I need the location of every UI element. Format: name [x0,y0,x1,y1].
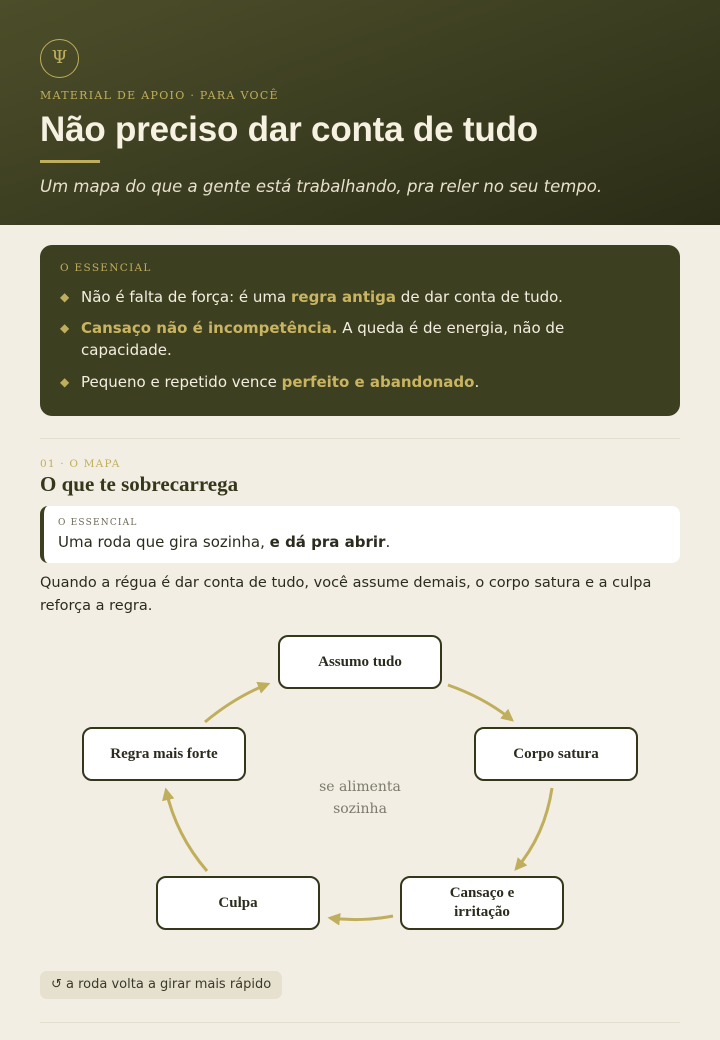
callout-text: Uma roda que gira sozinha, e dá pra abrir. [58,533,391,551]
callout-label: O ESSENCIAL [58,518,138,528]
essential-item: ◆ Pequeno e repetido vence perfeito e abandonado. [60,373,480,391]
page-title: Não preciso dar conta de tudo [40,110,538,149]
essential-item: ◆ Não é falta de força: é uma regra antiga de dar conta de tudo. [60,288,563,306]
diamond-bullet-icon: ◆ [60,290,70,304]
page-subtitle: Um mapa do que a gente está trabalhando, pra reler no seu tempo. [40,177,603,196]
arrow-cansaco-to-culpa [330,916,393,920]
node-corpo-satura: Corpo satura [474,727,638,781]
diamond-bullet-icon: ◆ [60,375,70,389]
cycle-diagram [0,620,720,960]
highlight-text: regra antiga [291,288,397,306]
cycle-center-label: se alimenta sozinha [319,779,401,817]
section-number: 01 · O MAPA [40,458,121,470]
node-cansaco-irritacao: Cansaço e irritação [400,876,564,930]
hero-header [0,0,720,225]
section-body-text: Quando a régua é dar conta de tudo, você assume demais, o corpo satura e a culpa reforça a regra. [40,575,652,614]
arrow-corpo-to-cansaco [516,788,552,869]
arrow-regra-to-assumo [205,684,268,722]
cycle-note-pill: ↺ a roda volta a girar mais rápido [40,971,282,999]
diamond-bullet-icon: ◆ [60,321,70,335]
title-underline [40,160,100,163]
essential-label: O ESSENCIAL [60,262,152,274]
arrow-culpa-to-regra [166,790,207,871]
highlight-text: perfeito e abandonado [281,373,475,391]
essential-summary-card [40,245,680,416]
eyebrow-label: MATERIAL DE APOIO · PARA VOCÊ [40,89,279,102]
section-divider [40,1022,680,1023]
section-divider [40,438,680,439]
psi-logo-icon: Ψ [40,39,79,78]
section-title: O que te sobrecarrega [40,472,239,496]
arrow-assumo-to-corpo [448,685,512,720]
node-assumo-tudo: Assumo tudo [278,635,442,689]
essential-callout [40,506,680,563]
highlight-text: Cansaço não é incompetência. [81,319,338,337]
node-culpa: Culpa [156,876,320,930]
node-regra-mais-forte: Regra mais forte [82,727,246,781]
essential-item: ◆ Cansaço não é incompetência. A queda é de energia, não de capacidade. [60,319,565,359]
